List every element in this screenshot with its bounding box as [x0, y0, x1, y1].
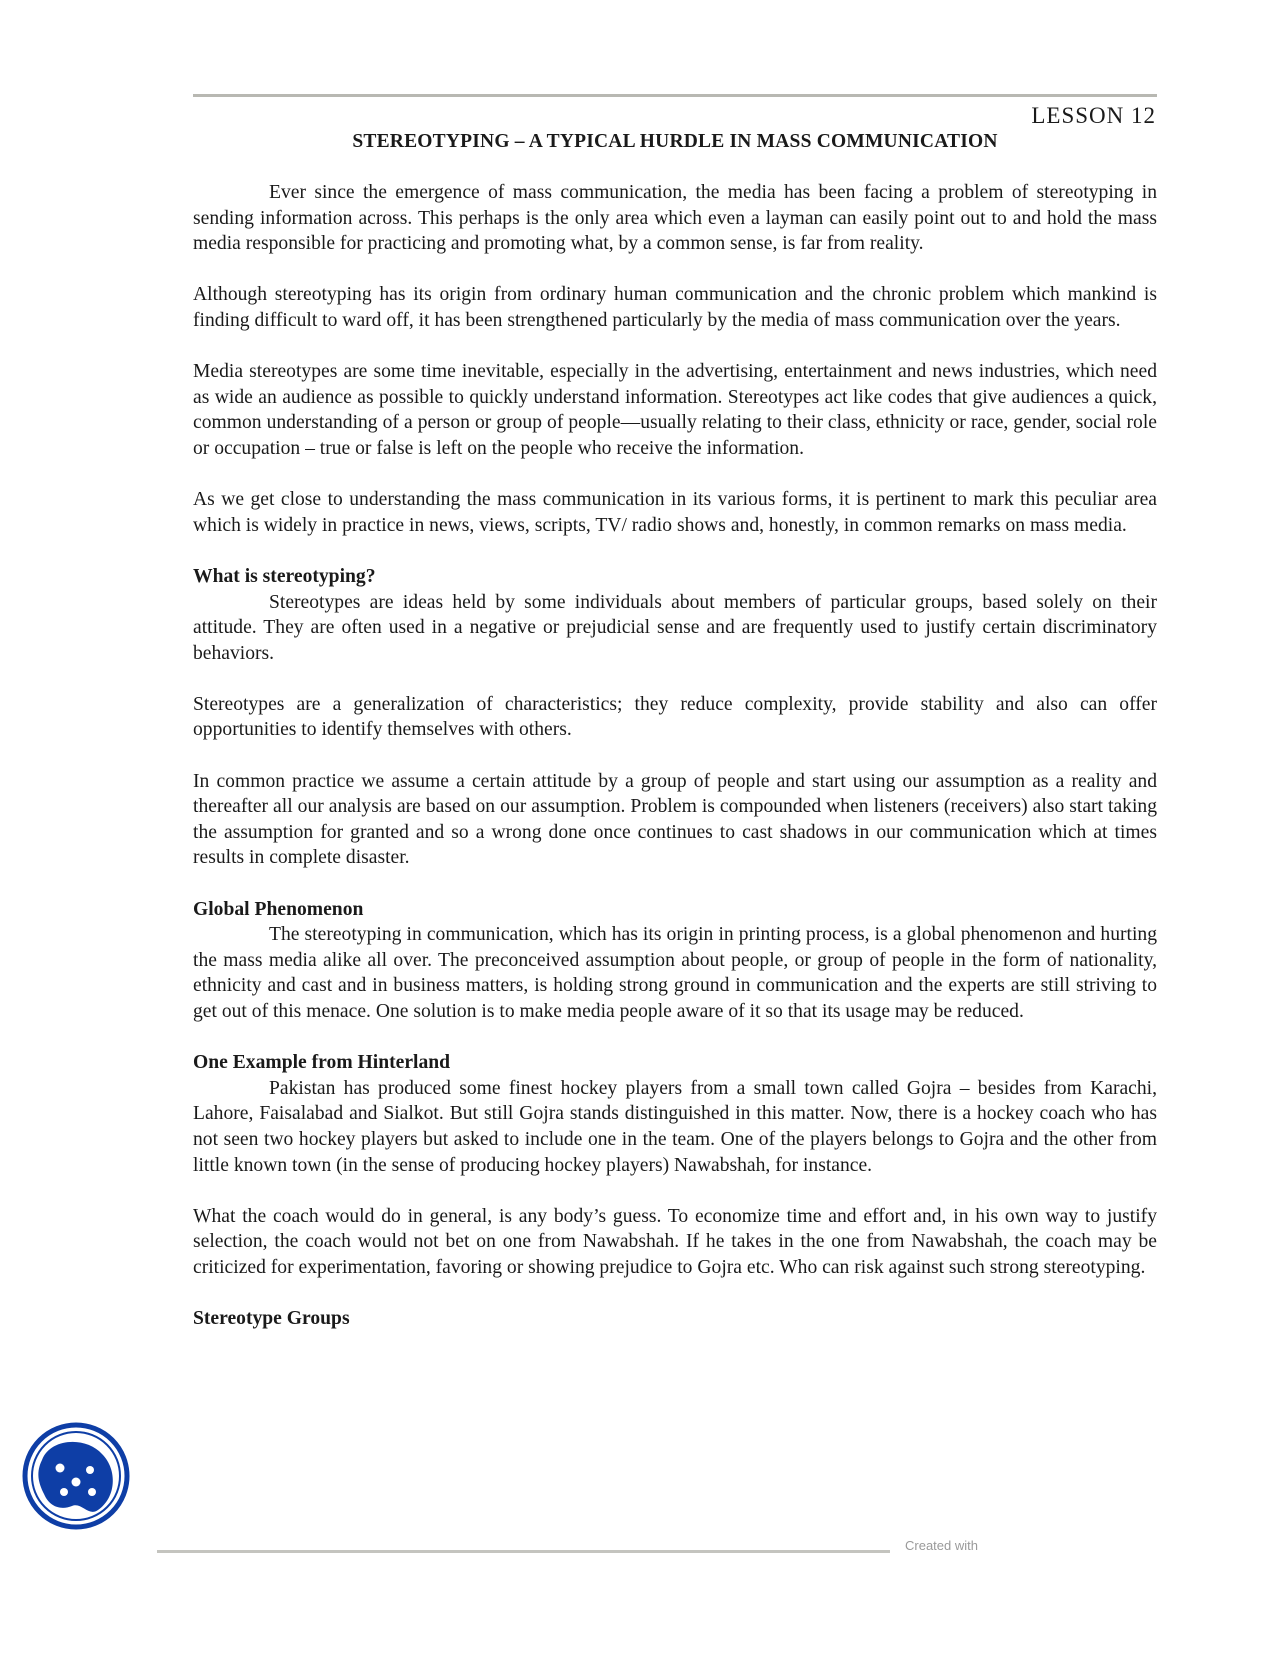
paragraph: As we get close to understanding the mass communication in its various forms, it is pertinent to mark this peculiar area which is widely in practice in news, views, scripts, TV/ radio shows and, honestly, in common remarks on mass media.: [193, 489, 1157, 536]
paragraph: The stereotyping in communication, which has its origin in printing process, is a global phenomenon and hurting the mass media alike all over. The preconceived assumption about people, or group of people in the form of nationality, ethnicity and cast and in business matters, is holding strong ground in communication and the experts are still striving to get out of this menace. One solution is to make media people aware of it so that its usage may be reduced.: [193, 924, 1157, 1022]
paragraph: Stereotypes are a generalization of characteristics; they reduce complexity, provide stability and also can offer opportunities to identify themselves with others.: [193, 693, 1157, 741]
university-logo-icon: [20, 1420, 132, 1532]
paragraph: Ever since the emergence of mass communication, the media has been facing a problem of stereotyping in sending information across. This perhaps is the only area which even a layman can easily point out to and hold the mass media responsible for practicing and promoting what, by a common sense, is far from reality.: [193, 182, 1157, 255]
section-heading-example-hinterland: One Example from Hinterland: [193, 1052, 451, 1074]
paragraph: In common practice we assume a certain attitude by a group of people and start using our assumption as a reality and thereafter all our analysis are based on our assumption. Problem is compounded when listeners (receivers) also start taking the assumption for granted and so a wrong done once continues to cast shadows in our communication which at times results in complete disaster.: [193, 770, 1157, 869]
section-heading-what-is-stereotyping: What is stereotyping?: [193, 565, 376, 587]
footer-rule: [157, 1550, 890, 1553]
document-body: [193, 180, 1157, 1332]
lesson-title: STEREOTYPING – A TYPICAL HURDLE IN MASS COMMUNICATION: [352, 131, 998, 152]
section-heading-global-phenomenon: Global Phenomenon: [193, 898, 364, 920]
paragraph: Although stereotyping has its origin from ordinary human communication and the chronic problem which mankind is finding difficult to ward off, it has been strengthened particularly by the media of mass communication over the years.: [193, 284, 1157, 331]
created-with-label: Created with: [905, 1538, 978, 1553]
section-heading-stereotype-groups: Stereotype Groups: [193, 1308, 350, 1330]
lesson-number: LESSON 12: [1031, 103, 1156, 128]
paragraph: What the coach would do in general, is any body’s guess. To economize time and effort and, in his own way to justify selection, the coach would not bet on one from Nawabshah. If he takes in the one from Nawabshah, the coach may be criticized for experimentation, favoring or showing prejudice to Gojra etc. Who can risk against such strong stereotyping.: [193, 1205, 1157, 1278]
header-rule: [193, 94, 1157, 97]
paragraph: Pakistan has produced some finest hockey players from a small town called Gojra – besides from Karachi, Lahore, Faisalabad and Sialkot. But still Gojra stands distinguished in this matter. Now, there is a hockey coach who has not seen two hockey players but asked to include one in the team. One of the players belongs to Gojra and the other from little known town (in the sense of producing hockey players) Nawabshah, for instance.: [193, 1077, 1157, 1176]
paragraph: Stereotypes are ideas held by some individuals about members of particular groups, based solely on their attitude. They are often used in a negative or prejudicial sense and are frequently used to justify certain discriminatory behaviors.: [193, 591, 1157, 664]
paragraph: Media stereotypes are some time inevitable, especially in the advertising, entertainment and news industries, which need as wide an audience as possible to quickly understand information. Stereotypes act like codes that give audiences a quick, common understanding of a person or group of people—usually relating to their class, ethnicity or race, gender, social role or occupation – true or false is left on the people who receive the information.: [193, 361, 1157, 459]
